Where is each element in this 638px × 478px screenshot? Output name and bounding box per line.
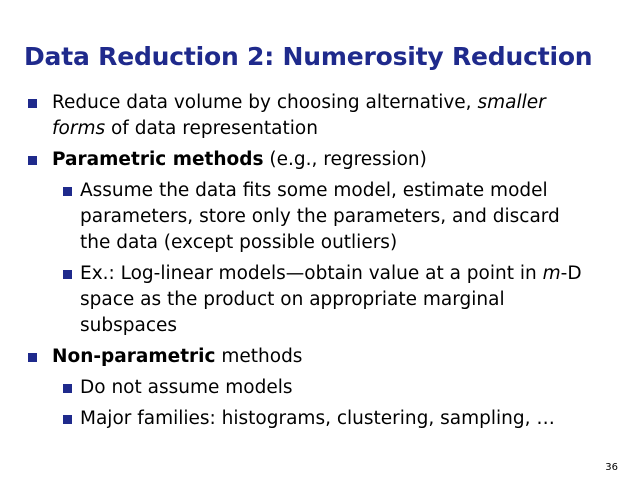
- bullet-text-end: of data representation: [105, 118, 318, 139]
- sub-bullet-text-end: -D space as the product on appropriate marginal subspaces: [80, 263, 582, 336]
- page-number: 36: [605, 462, 618, 473]
- bullet-text: (e.g., regression): [263, 149, 427, 170]
- bullet-reduce-data-volume: [0, 90, 582, 142]
- slide-title: Data Reduction 2: Numerosity Reduction: [24, 42, 593, 71]
- sub-bullet-text: Major families: histograms, clustering, sampling, …: [80, 408, 555, 429]
- slide-content: [0, 90, 638, 437]
- sub-bullet-log-linear: [0, 261, 590, 339]
- sub-bullet-emphasis: m: [542, 263, 561, 284]
- bullet-non-parametric-methods: [0, 344, 582, 370]
- square-bullet-icon: [63, 384, 72, 393]
- bullet-bold-label: Parametric methods: [52, 149, 264, 170]
- sub-bullet-text: Assume the data fits some model, estimate model parameters, store only the parameters, and discard the data (except possible outliers): [80, 180, 560, 253]
- bullet-text: Reduce data volume by choosing alternative,: [52, 92, 478, 113]
- bullet-bold-label: Non-parametric: [52, 346, 216, 367]
- sub-bullet-no-models: [0, 375, 590, 401]
- square-bullet-icon: [63, 415, 72, 424]
- sub-bullet-assume-model: [0, 178, 590, 256]
- square-bullet-icon: [63, 270, 72, 279]
- sub-bullet-text: Do not assume models: [80, 377, 293, 398]
- square-bullet-icon: [28, 353, 37, 362]
- sub-bullet-major-families: [0, 406, 590, 432]
- bullet-parametric-methods: [0, 147, 582, 173]
- square-bullet-icon: [28, 99, 37, 108]
- bullet-text: methods: [215, 346, 303, 367]
- square-bullet-icon: [28, 156, 37, 165]
- square-bullet-icon: [63, 187, 72, 196]
- bullet-emphasis: smaller forms: [52, 92, 546, 139]
- sub-bullet-text: Ex.: Log-linear models—obtain value at a point in: [80, 263, 543, 284]
